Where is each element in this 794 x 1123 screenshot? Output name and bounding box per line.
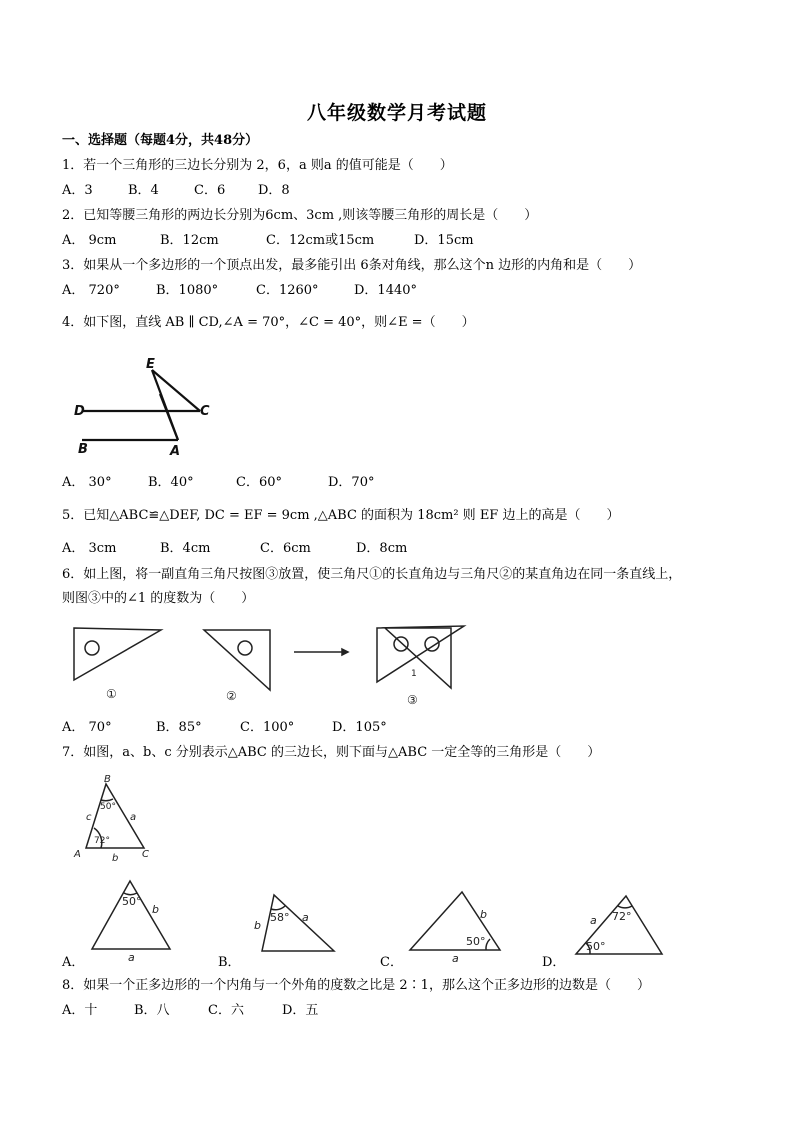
question-5-stem: 5．已知△ABC≌△DEF, DC = EF = 9cm ,△ABC 的面积为 18cm² 则 EF 边上的高是（ ） [62,508,620,523]
label-side-b: b [152,903,159,916]
q7-option-c[interactable]: C． [380,955,403,970]
label-a: A [170,444,181,459]
question-6-stem: 6．如上图，将一副直角三角尺按图③放置，使三角尺①的长直角边与三角尺②的某直角边在同一条直线上， [62,567,682,582]
q5-option-c[interactable]: C．6cm [260,541,311,556]
q5-option-d[interactable]: D．8cm [356,541,408,556]
label-side-a: a [130,812,137,823]
question-6-stem-line2: 则图③中的∠1 的度数为（ ） [62,591,255,606]
label-angle: 50° [466,935,486,948]
label-angle-72: 72° [612,910,632,923]
label-c-vertex: C [142,849,149,860]
q4-option-a[interactable]: A． 30° [62,475,112,490]
figure-q7-option-b [252,887,342,959]
q1-option-d[interactable]: D．8 [258,183,290,198]
q2-option-d[interactable]: D．15cm [414,233,474,248]
label-angle-50: 50° [100,802,116,812]
question-4-stem: 4．如下图，直线 AB ∥ CD,∠A = 70°，∠C = 40°，则∠E =（ ） [62,315,475,330]
label-side-a: a [302,911,309,924]
figure-q7-option-d [570,890,666,960]
label-side-b: b [480,908,487,921]
q6-option-a[interactable]: A． 70° [62,720,112,735]
figure-q7-main [70,770,160,862]
q8-option-a[interactable]: A．十 [62,1003,98,1018]
question-3-stem: 3．如果从一个多边形的一个顶点出发，最多能引出 6条对角线，那么这个n 边形的内角和是（ ） [62,258,642,273]
q2-option-b[interactable]: B．12cm [160,233,219,248]
label-side-c: c [86,812,92,823]
label-angle-72: 72° [94,836,110,846]
label-a-vertex: A [74,849,81,860]
label-side-a: a [452,952,459,965]
label-angle-1: 1 [411,669,417,679]
q1-option-b[interactable]: B．4 [128,183,159,198]
label-b: B [78,442,88,457]
page-title: 八年级数学月考试题 [306,102,487,124]
figure-q7-option-c [404,884,508,964]
figure-q6 [66,620,486,710]
q4-option-d[interactable]: D．70° [328,475,375,490]
label-angle-50: 50° [586,940,606,953]
q3-option-b[interactable]: B．1080° [156,283,219,298]
label-fig2: ② [226,689,237,703]
label-fig1: ① [106,687,117,701]
q2-option-a[interactable]: A． 9cm [62,233,117,248]
label-side-b: b [254,919,261,932]
question-8-stem: 8．如果一个正多边形的一个内角与一个外角的度数之比是 2∶1，那么这个正多边形的边数是（ ） [62,978,650,993]
label-angle: 50° [122,895,142,908]
q8-option-b[interactable]: B．八 [134,1003,170,1018]
q5-option-a[interactable]: A． 3cm [62,541,117,556]
q6-option-c[interactable]: C．100° [240,720,295,735]
q8-option-c[interactable]: C．六 [208,1003,244,1018]
q6-option-d[interactable]: D．105° [332,720,387,735]
q3-option-d[interactable]: D．1440° [354,283,418,298]
label-c: C [200,404,210,419]
label-side-b: b [112,853,119,864]
q1-option-a[interactable]: A．3 [62,183,93,198]
label-fig3: ③ [407,693,418,707]
label-b-vertex: B [104,774,111,785]
q5-option-b[interactable]: B．4cm [160,541,211,556]
section-heading: 一、选择题（每题4分，共48分） [62,133,259,148]
label-d: D [74,404,85,419]
q3-option-a[interactable]: A． 720° [62,283,120,298]
question-2-stem: 2．已知等腰三角形的两边长分别为6cm、3cm ,则该等腰三角形的周长是（ ） [62,208,538,223]
label-e: E [146,357,155,372]
q4-option-b[interactable]: B．40° [148,475,194,490]
label-side-a: a [128,951,135,964]
q3-option-c[interactable]: C．1260° [256,283,319,298]
label-side-a: a [590,914,597,927]
q7-option-b[interactable]: B． [218,955,241,970]
figure-q7-option-a [86,873,182,964]
q7-option-a[interactable]: A． [62,955,85,970]
figure-q4 [70,352,230,462]
label-angle: 58° [270,911,290,924]
q8-option-d[interactable]: D．五 [282,1003,319,1018]
question-7-stem: 7．如图，a、b、c 分别表示△ABC 的三边长，则下面与△ABC 一定全等的三角形是（ ） [62,745,601,760]
q1-option-c[interactable]: C．6 [194,183,226,198]
q2-option-c[interactable]: C．12cm或15cm [266,233,375,248]
question-1-stem: 1．若一个三角形的三边长分别为 2，6，a 则a 的值可能是（ ） [62,158,453,173]
q6-option-b[interactable]: B．85° [156,720,202,735]
q7-option-d[interactable]: D． [542,955,566,970]
q4-option-c[interactable]: C．60° [236,475,282,490]
